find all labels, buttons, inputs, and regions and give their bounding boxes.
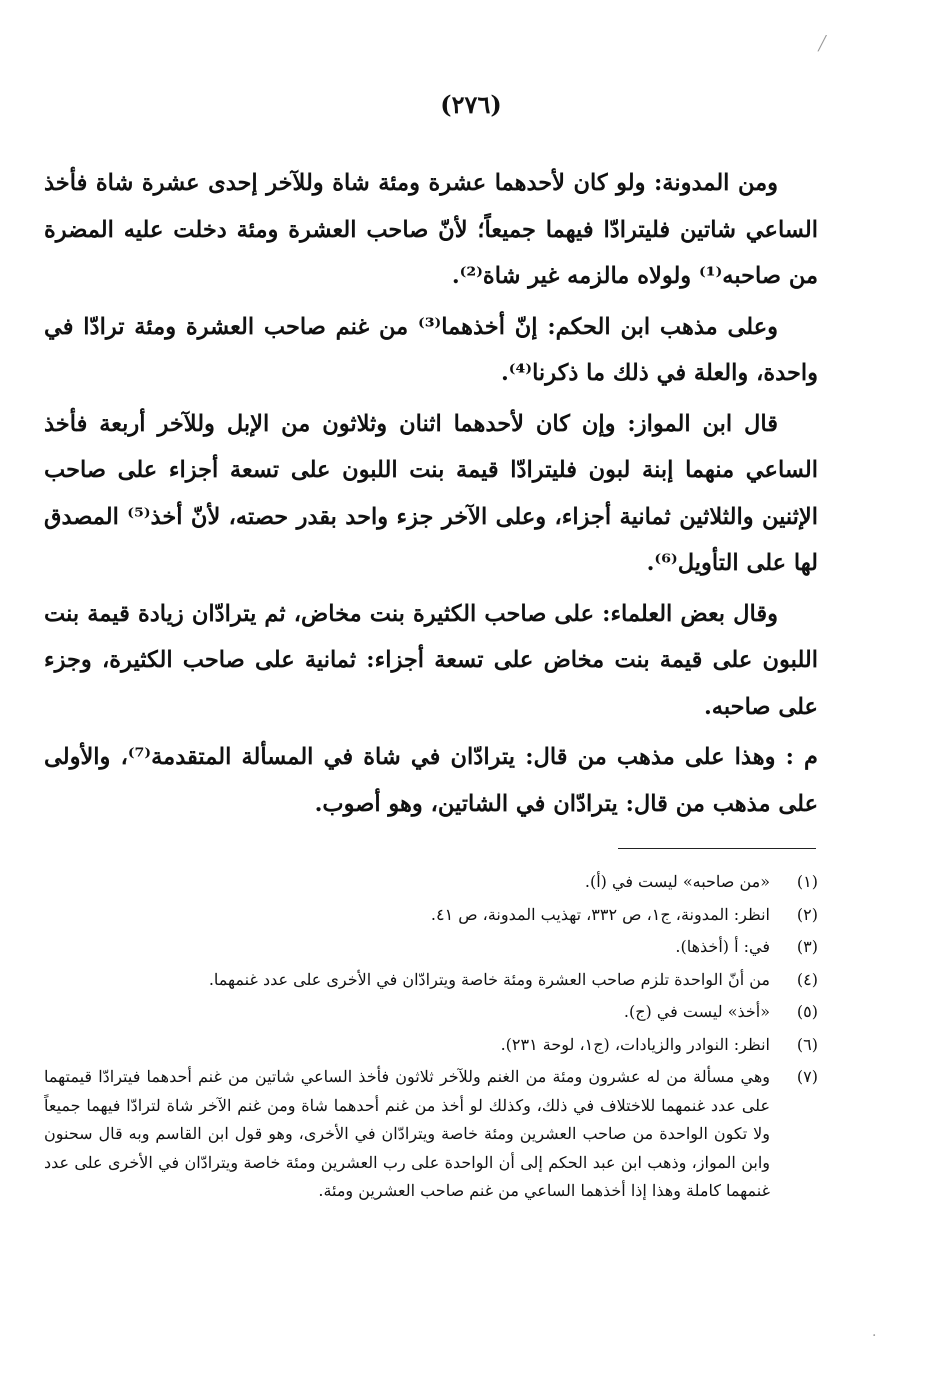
paragraph: وعلى مذهب ابن الحكم: إنّ أخذهما⁽³⁾ من غنم صاحب العشرة ومئة ترادّا في واحدة، والعلة في ذلك ما ذكرنا⁽⁴⁾.: [44, 313, 818, 386]
scan-mark: ·: [872, 1328, 877, 1344]
footnote-number: (١): [796, 872, 818, 891]
footnote-text: في: أ (أخذها).: [675, 937, 770, 956]
footnote-number: (٤): [796, 969, 818, 989]
footnotes: [44, 866, 818, 1206]
footnote: [44, 899, 818, 932]
footnote-number: (٦): [796, 1034, 818, 1054]
page-number: (٢٧٦): [440, 90, 502, 119]
footnote-text: انظر: النوادر والزيادات، (ج١، لوحة ٢٣١).: [500, 1034, 770, 1054]
paragraph: وقال بعض العلماء: على صاحب الكثيرة بنت مخاض، ثم يترادّان زيادة قيمة بنت اللبون على قيمة بنت مخاض على تسعة أجزاء: ثمانية على صاحب الكثيرة، وجزء على صاحبه.: [44, 600, 818, 720]
footnote: [44, 1029, 818, 1062]
scan-mark: ╱: [818, 36, 827, 52]
footnote-text: وهي مسألة من له عشرون ومئة من الغنم وللآخر ثلاثون فأخذ الساعي شاتين من غنم أحدهما فيترادّا قيمتهما على عدد غنمهما للاختلاف في ذلك، وكذلك لو أخذ من غنم أحدهما شاة ومن غنم الآخر شاة لترادّا فيهما جميعاً ولا تكون الواحدة من صاحب العشرين ومئة خاصة ويترادّان في الأخرى، وهو قول ابن القاسم وبه قال سحنون وابن المواز، وذهب ابن عبد الحكم إلى أن الواحدة على رب العشرين ومئة خاصة ويترادّان في الأخرى على عدد غنمهما كاملة وهذا إذا أخذهما الساعي من غنم صاحب العشرين ومئة.: [44, 1067, 771, 1200]
paragraph: ومن المدونة: ولو كان لأحدهما عشرة ومئة شاة وللآخر إحدى عشرة شاة فأخذ الساعي شاتين فليترادّا فيهما جميعاً؛ لأنّ صاحب العشرة ومئة دخلت عليه المضرة من صاحبه⁽¹⁾ ولولاه مالزمه غير شاة⁽²⁾.: [44, 170, 818, 289]
footnote-separator: [618, 848, 816, 849]
footnote-text: «من صاحبه» ليست في (أ).: [584, 872, 770, 891]
footnote: [44, 1061, 818, 1206]
footnote-number: (٣): [796, 937, 818, 956]
footnote-number: (٧): [796, 1067, 818, 1086]
paragraph: قال ابن المواز: وإن كان لأحدهما اثنان وثلاثون من الإبل وللآخر أربعة فأخذ الساعي منهما إبنة لبون فليترادّا قيمة بنت اللبون على تسعة أجزاء على صاحب الإثنين والثلاثين ثمانية أجزاء، وعلى الآخر جزء واحد بقدر حصته، لأنّ أخذ⁽⁵⁾ المصدق لها على التأويل⁽⁶⁾.: [44, 410, 819, 576]
footnote: [44, 964, 818, 997]
body-text: [44, 160, 818, 831]
footnote: [44, 866, 818, 899]
footnote-text: انظر: المدونة، ج١، ص ٣٣٢، تهذيب المدونة، ص ٤١.: [430, 904, 770, 924]
footnote-number: (٥): [796, 1002, 818, 1021]
paragraph: م : وهذا على مذهب من قال: يترادّان في شاة في المسألة المتقدمة⁽⁷⁾، والأولى على مذهب من قال: يترادّان في الشاتين، وهو أصوب.: [44, 744, 818, 817]
footnote-text: «أخذ» ليست في (ج).: [623, 1002, 770, 1021]
footnote-number: (٢): [796, 904, 818, 924]
footnote-text: من أنّ الواحدة تلزم صاحب العشرة ومئة خاصة ويترادّان في الأخرى على عدد غنمهما.: [208, 969, 770, 989]
footnote: [44, 996, 818, 1029]
footnote: [44, 931, 818, 964]
